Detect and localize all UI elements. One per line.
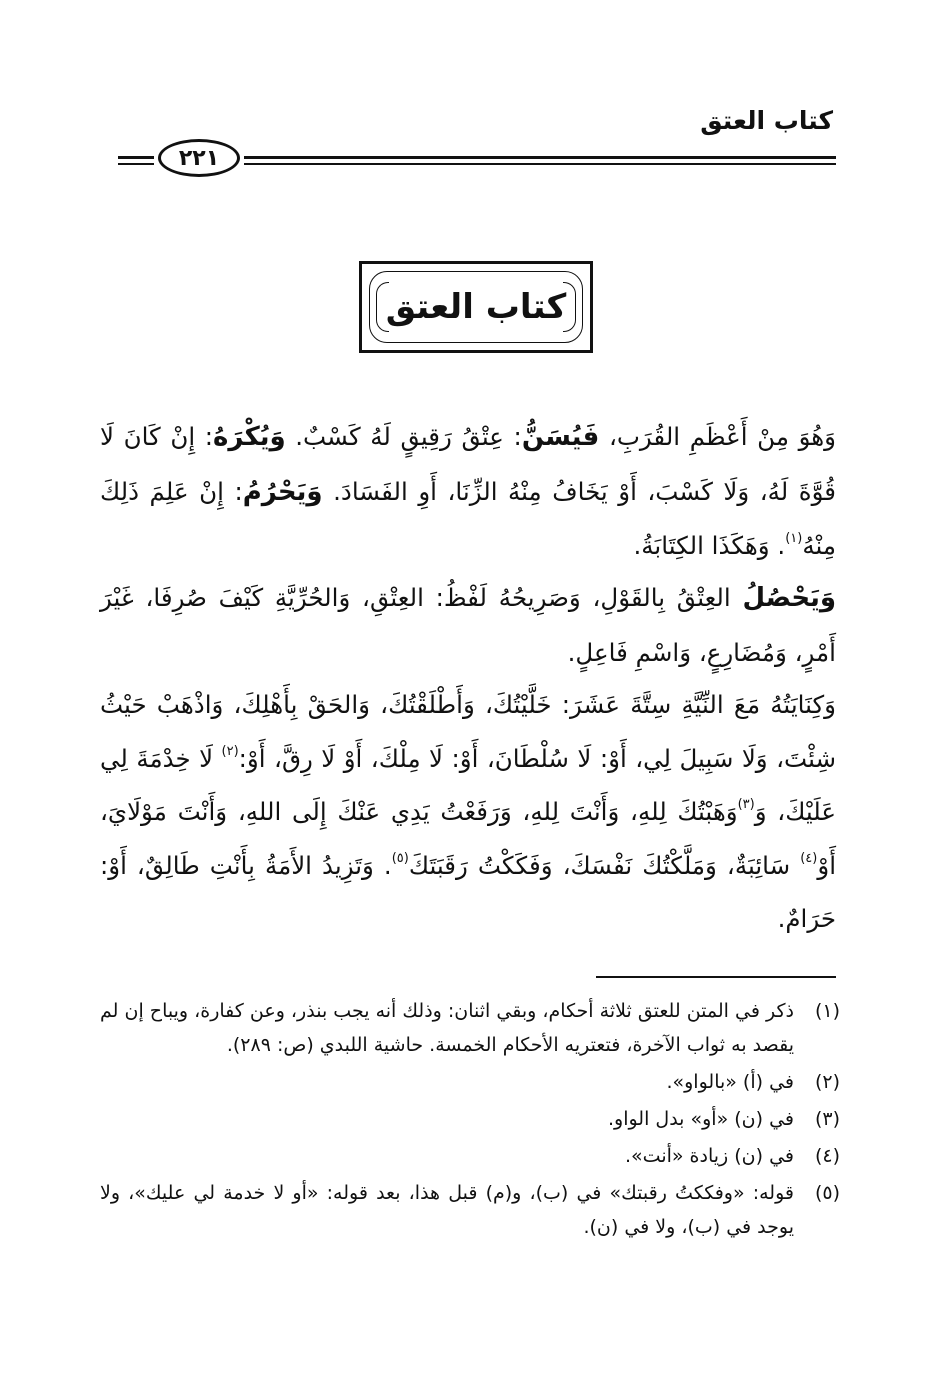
paragraph-text: لَا خِدْمَةَ لِي عَلَيْكَ، وَ xyxy=(100,743,836,826)
keyword: وَيُكْرَهُ xyxy=(213,422,286,452)
paragraph-text: وَهَبْتُكَ لِلهِ، وَأَنْتَ لِلهِ، وَرَفَعْتُ يَدِي عَنْكَ إِلَى اللهِ، وَأَنْتَ مَوْلَايَ، أَوْ xyxy=(100,797,836,880)
header-rule xyxy=(118,145,836,178)
footnote-item xyxy=(100,1102,840,1136)
footnote-number: (٢) xyxy=(814,1071,840,1093)
paragraph-text: : إِنْ كَانَ لَا قُوَّةَ لَهُ، وَلَا كَسْبَ، أَوْ يَخَافُ مِنْهُ الزِّنَا، أَوِ الفَسَادَ. xyxy=(100,422,836,506)
footnote-number: (٤) xyxy=(814,1145,840,1167)
footnote-item xyxy=(100,1139,840,1173)
footnote-text: قوله: «وفككتُ رقبتك» في (ب)، و(م) قبل هذا، بعد قوله: «أو لا خدمة لي عليك»، ولا يوجد في (ب)، ولا في (ن). xyxy=(100,1182,794,1238)
paragraph-2 xyxy=(100,571,836,679)
footnote-text: في (ن) «أو» بدل الواو. xyxy=(607,1108,794,1130)
keyword: وَيَحْصُلُ xyxy=(742,583,836,613)
paragraph-text: سَائِبَةٌ، وَمَلَّكْتُكَ نَفْسَكَ، وَفَكَكْتُ رَقَبَتَكَ xyxy=(408,850,801,880)
page-number: ٢٢١ xyxy=(178,145,220,171)
footnotes xyxy=(100,994,840,1247)
chapter-title-frame xyxy=(359,261,593,353)
paragraph-text: : إِنْ عَلِمَ ذَلِكَ مِنْهُ xyxy=(100,476,836,560)
paragraph-text: العِتْقُ بِالقَوْلِ، وَصَرِيحُهُ لَفْظُ: العِتْقِ، وَالحُرِّيَّةِ كَيْفَ صُرِفَا، غَيْرَ أَمْرٍ، وَمُضَارِعٍ، وَاسْمِ فَاعِلٍ. xyxy=(100,583,836,667)
footnote-number: (١) xyxy=(814,1000,840,1022)
paragraph-text: وَهُوَ مِنْ أَعْظَمِ القُرَبِ، xyxy=(599,422,836,451)
page-number-oval xyxy=(158,139,240,177)
paragraph-1 xyxy=(100,410,836,573)
footnote-marker: (٢) xyxy=(221,743,239,759)
footnote-marker: (٥) xyxy=(391,850,409,866)
chapter-title-inner-frame xyxy=(369,271,583,343)
footnote-marker: (٣) xyxy=(737,797,755,812)
footnote-separator xyxy=(596,976,836,978)
running-title: كتاب العتق xyxy=(700,106,833,135)
paragraph-text: . وَتَزِيدُ الأَمَةُ بِأَنْتِ طَالِقٌ، أَوْ: حَرَامٌ. xyxy=(100,850,836,933)
keyword: فَيُسَنُّ xyxy=(521,422,600,452)
footnote-text: في (ن) زيادة «أنت». xyxy=(625,1145,794,1167)
paragraph-text: . وَهَكَذَا الكِتَابَةُ. xyxy=(633,531,786,560)
keyword: وَيَحْرُمُ xyxy=(242,476,323,507)
footnote-marker: (١) xyxy=(785,531,803,546)
chapter-title: كتاب العتق xyxy=(385,287,567,327)
footnote-number: (٥) xyxy=(814,1182,840,1204)
paragraph-text: : عِتْقُ رَقِيقٍ لَهُ كَسْبٌ. xyxy=(285,422,522,451)
footnote-item xyxy=(100,1176,840,1244)
footnote-marker: (٤) xyxy=(800,850,818,866)
paragraph-3 xyxy=(100,678,836,946)
footnote-item xyxy=(100,1065,840,1099)
footnote-text: ذكر في المتن للعتق ثلاثة أحكام، وبقي اثنان: وذلك أنه يجب بنذر، وعن كفارة، ويباح إن لم يقصد به ثواب الآخرة، فتعتريه الأحكام الخمسة. حاشية اللبدي (ص: ٢٨٩). xyxy=(100,1000,794,1056)
footnote-text: في (أ) «بالواو». xyxy=(666,1071,794,1093)
footnote-number: (٣) xyxy=(814,1108,840,1130)
paragraph-text: وَكِنَايَتُهُ مَعَ النِّيَّةِ سِتَّةَ عَشَرَ: خَلَّيْتُكَ، وَأَطْلَقْتُكَ، وَالحَقْ بِأَهْلِكَ، وَاذْهَبْ حَيْثُ شِئْتَ، وَلَا سَبِيلَ لِي، أَوْ: لَا سُلْطَانَ، أَوْ: لَا مِلْكَ، أَوْ لَا رِقَّ، أَوْ: xyxy=(100,690,836,773)
footnote-item xyxy=(100,994,840,1062)
